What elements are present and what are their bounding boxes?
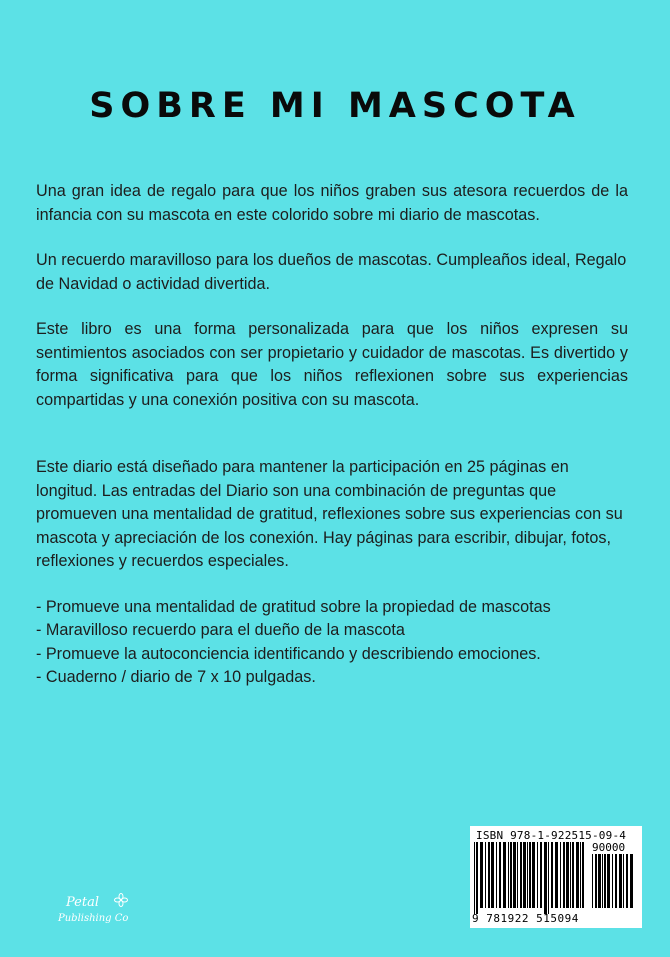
barcode-bar	[499, 842, 501, 908]
isbn-number: ISBN 978-1-922515-09-4	[476, 829, 627, 842]
barcode-bar	[592, 854, 593, 908]
feature-item: - Maravilloso recuerdo para el dueño de la mascota	[36, 621, 405, 639]
barcode-bar	[580, 842, 581, 908]
barcode-bar	[488, 842, 490, 908]
barcode-bar	[563, 842, 565, 908]
description-paragraph-3: Este libro es una forma personalizada para que los niños expresen su sentimientos asociados con ser propietario y cuidador de mascotas. Es divertido y forma significativa para que los niños reflexionen sobre sus experiencias compartidas y una conexión positiva con su mascota.	[36, 320, 628, 409]
barcode-bar	[560, 842, 561, 908]
barcode-bars	[474, 842, 586, 914]
book-title: SOBRE MI MASCOTA	[89, 86, 581, 126]
barcode-bar	[491, 842, 494, 908]
barcode-bar	[612, 854, 613, 908]
barcode-bar	[602, 854, 603, 908]
barcode-bar	[572, 842, 574, 908]
description-paragraph-4: Este diario está diseñado para mantener la participación en 25 páginas en longitud. Las entradas del Diario son una combinación de preguntas que promueven una mentalidad de gratitud, reflexiones sobre sus experiencias con su mascota y apreciación de los conexión. Hay páginas para escribir, dibujar, fotos, reflexiones y recuerdos especiales.	[36, 458, 623, 570]
barcode-bar	[566, 842, 569, 908]
feature-list	[36, 596, 628, 690]
barcode-bar	[595, 854, 597, 908]
feature-item: - Cuaderno / diario de 7 x 10 pulgadas.	[36, 668, 316, 686]
barcode-bar	[517, 842, 518, 908]
barcode-bar	[480, 842, 483, 908]
feature-item: - Promueve la autoconciencia identificando y describiendo emociones.	[36, 644, 541, 663]
barcode-bar	[537, 842, 538, 908]
barcode-bar	[623, 854, 624, 908]
barcode-bar	[551, 842, 553, 908]
barcode-bar	[615, 854, 617, 908]
barcode-bar	[548, 842, 549, 914]
barcode-bar	[540, 842, 542, 908]
barcode-digits: 9 781922 515094	[472, 912, 579, 925]
barcode-bar	[523, 842, 526, 908]
barcode-bar	[529, 842, 531, 908]
barcode-bar	[503, 842, 506, 908]
logo-line-2: Publishing Co	[58, 913, 129, 924]
barcode-bar	[626, 854, 628, 908]
barcode-bar	[576, 842, 579, 908]
barcode-bar	[513, 842, 516, 908]
barcode-bar	[555, 842, 558, 908]
barcode-bar	[570, 842, 571, 908]
publisher-logo	[58, 893, 148, 937]
price-code: 90000	[592, 841, 626, 854]
barcode-bar	[485, 842, 486, 908]
barcode-bar	[510, 842, 512, 908]
barcode-bar	[630, 854, 633, 908]
price-barcode-bars	[592, 854, 636, 914]
barcode-bar	[582, 842, 584, 908]
barcode-bar	[598, 854, 601, 908]
barcode-bar	[532, 842, 535, 908]
flower-icon	[114, 893, 128, 907]
description-paragraph-1: Una gran idea de regalo para que los niños graben sus atesora recuerdos de la infancia con su mascota en este colorido sobre mi diario de mascotas.	[36, 182, 628, 224]
isbn-barcode	[470, 826, 642, 928]
barcode-bar	[604, 854, 606, 908]
barcode-bar	[619, 854, 622, 908]
barcode-bar	[607, 854, 610, 908]
description-paragraph-2: Un recuerdo maravilloso para los dueños de mascotas. Cumpleaños ideal, Regalo de Navidad o actividad divertida.	[36, 251, 627, 293]
barcode-bar	[520, 842, 522, 908]
barcode-bar	[474, 842, 475, 914]
logo-line-1: Petal	[66, 895, 99, 910]
back-cover-description	[36, 180, 628, 690]
barcode-bar	[496, 842, 497, 908]
feature-item: - Promueve una mentalidad de gratitud sobre la propiedad de mascotas	[36, 597, 551, 616]
barcode-bar	[527, 842, 528, 908]
barcode-bar	[476, 842, 478, 914]
barcode-bar	[508, 842, 509, 908]
barcode-bar	[544, 842, 547, 914]
